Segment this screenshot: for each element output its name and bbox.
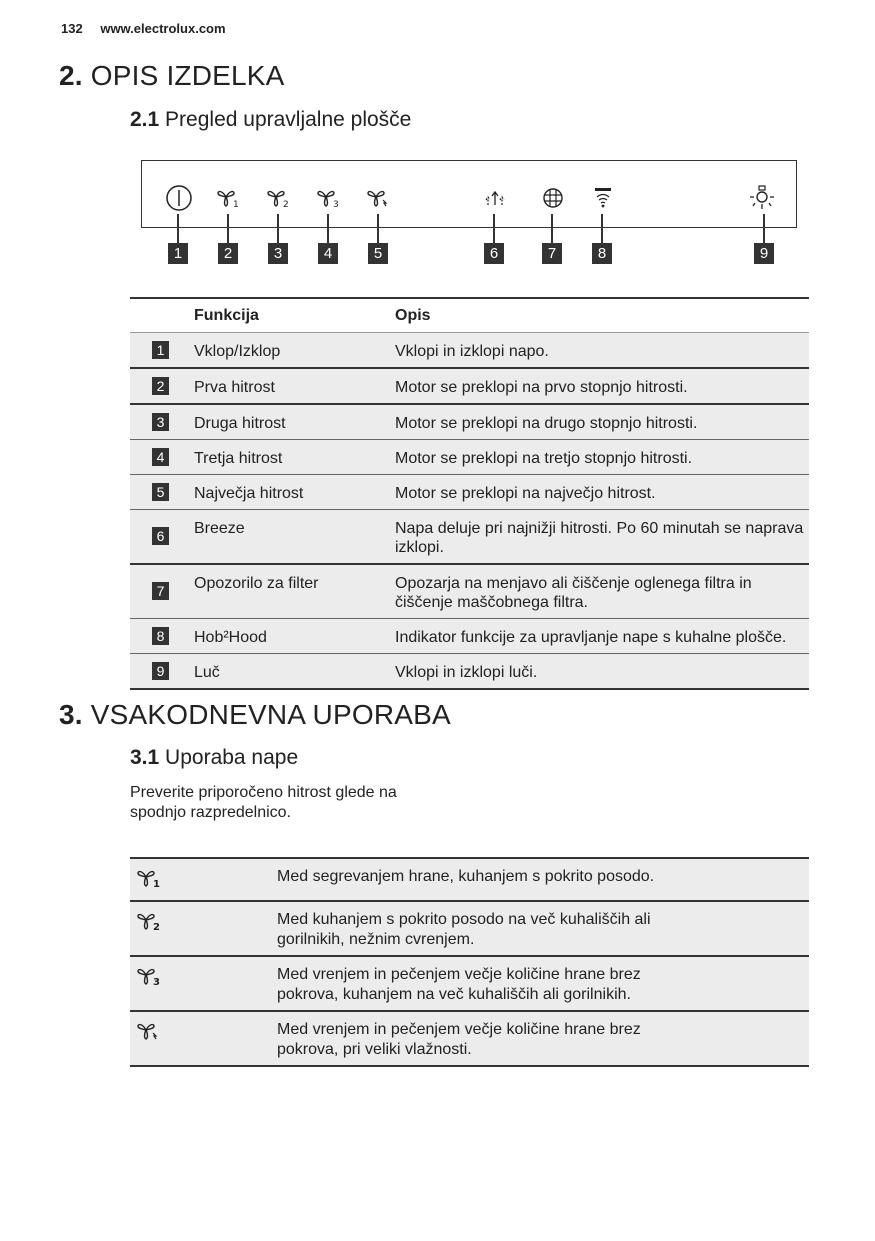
subsection-title: Uporaba nape (165, 746, 299, 769)
table-row (130, 1011, 809, 1066)
header-empty (130, 298, 194, 333)
leader-line (377, 214, 379, 244)
fan-max-icon (136, 1020, 162, 1042)
section-title: OPIS IZDELKA (90, 60, 285, 91)
fan-speed-2-icon (136, 910, 162, 932)
row-description: Vklopi in izklopi luči. (395, 654, 809, 690)
leader-line (327, 214, 329, 244)
header-description: Opis (395, 298, 809, 333)
speed-description: Med vrenjem in pečenjem večje količine hrane brez pokrova, kuhanjem na več kuhališčih ali gorilnikih. (277, 956, 809, 1011)
section-title-daily-use (59, 699, 451, 731)
svg-text:1: 1 (153, 879, 160, 889)
table-row (130, 368, 809, 404)
fan-max-icon (364, 183, 394, 213)
leader-line (177, 214, 179, 244)
fan-speed-3-icon (136, 965, 162, 987)
row-description: Napa deluje pri najnižji hitrosti. Po 60 minutah se naprava izklopi. (395, 510, 809, 565)
row-function: Druga hitrost (194, 404, 395, 440)
row-function: Vklop/Izklop (194, 333, 395, 369)
function-table (130, 297, 809, 690)
table-row (130, 510, 809, 565)
speed-description: Med kuhanjem s pokrito posodo na več kuhališčih ali gorilnikih, nežnim cvrenjem. (277, 901, 809, 956)
callout-2: 2 (218, 243, 238, 264)
row-function: Prva hitrost (194, 368, 395, 404)
section-number: 2. (59, 60, 83, 91)
fan-speed-3-icon (314, 183, 344, 213)
table-row (130, 404, 809, 440)
svg-text:2: 2 (283, 200, 289, 209)
section-title-product-description (59, 60, 285, 92)
subsection-title-hood-use (130, 746, 298, 770)
table-row (130, 654, 809, 690)
subsection-title-control-panel (130, 108, 411, 132)
website-url: www.electrolux.com (100, 21, 226, 36)
subsection-title: Pregled upravljalne plošče (165, 108, 412, 131)
leader-line (601, 214, 603, 244)
svg-text:3: 3 (153, 977, 160, 987)
row-function: Tretja hitrost (194, 440, 395, 475)
table-row (130, 440, 809, 475)
svg-text:2: 2 (153, 922, 160, 932)
callout-6: 6 (484, 243, 504, 264)
callout-7: 7 (542, 243, 562, 264)
row-description: Motor se preklopi na največjo hitrost. (395, 475, 809, 510)
fan-speed-2-icon (264, 183, 294, 213)
header-function: Funkcija (194, 298, 395, 333)
hob2hood-icon (588, 183, 618, 213)
row-number: 5 (152, 483, 169, 501)
leader-line (763, 214, 765, 244)
row-description: Vklopi in izklopi napo. (395, 333, 809, 369)
leader-line (493, 214, 495, 244)
section-number: 3. (59, 699, 83, 730)
light-icon (747, 183, 777, 213)
subsection-number: 3.1 (130, 746, 160, 769)
callout-4: 4 (318, 243, 338, 264)
callout-1: 1 (168, 243, 188, 264)
table-header-row (130, 298, 809, 333)
row-number: 4 (152, 448, 169, 466)
table-row (130, 333, 809, 369)
row-description: Indikator funkcije za upravljanje nape s kuhalne plošče. (395, 619, 809, 654)
speed-description: Med segrevanjem hrane, kuhanjem s pokrito posodo. (277, 858, 809, 901)
table-row (130, 956, 809, 1011)
row-number: 9 (152, 662, 169, 680)
row-number: 2 (152, 377, 169, 395)
leader-line (277, 214, 279, 244)
table-row (130, 564, 809, 619)
callout-3: 3 (268, 243, 288, 264)
power-icon (164, 183, 194, 213)
speed-table (130, 857, 809, 1067)
row-description: Motor se preklopi na tretjo stopnjo hitrosti. (395, 440, 809, 475)
row-description: Motor se preklopi na drugo stopnjo hitrosti. (395, 404, 809, 440)
fan-speed-1-icon (136, 867, 162, 889)
row-number: 1 (152, 341, 169, 359)
table-row (130, 901, 809, 956)
row-number: 3 (152, 413, 169, 431)
subsection-number: 2.1 (130, 108, 160, 131)
table-row (130, 475, 809, 510)
page-header (61, 21, 226, 36)
svg-text:3: 3 (333, 200, 339, 209)
row-number: 7 (152, 582, 169, 600)
breeze-icon (480, 183, 510, 213)
table-row (130, 858, 809, 901)
intro-paragraph: Preverite priporočeno hitrost glede na spodnjo razpredelnico. (130, 784, 397, 821)
row-description: Opozarja na menjavo ali čiščenje oglenega filtra in čiščenje maščobnega filtra. (395, 564, 809, 619)
row-function: Hob²Hood (194, 619, 395, 654)
callout-8: 8 (592, 243, 612, 264)
callout-9: 9 (754, 243, 774, 264)
control-panel-diagram (141, 160, 797, 228)
row-function: Breeze (194, 510, 395, 565)
section-title: VSAKODNEVNA UPORABA (90, 699, 451, 730)
speed-description: Med vrenjem in pečenjem večje količine hrane brez pokrova, pri veliki vlažnosti. (277, 1011, 809, 1066)
leader-line (227, 214, 229, 244)
row-number: 6 (152, 527, 169, 545)
filter-icon (538, 183, 568, 213)
fan-speed-1-icon (214, 183, 244, 213)
callout-5: 5 (368, 243, 388, 264)
row-description: Motor se preklopi na prvo stopnjo hitrosti. (395, 368, 809, 404)
leader-line (551, 214, 553, 244)
row-function: Največja hitrost (194, 475, 395, 510)
table-row (130, 619, 809, 654)
row-function: Luč (194, 654, 395, 690)
row-number: 8 (152, 627, 169, 645)
svg-text:1: 1 (233, 200, 239, 209)
row-function: Opozorilo za filter (194, 564, 395, 619)
page-number: 132 (61, 21, 83, 36)
